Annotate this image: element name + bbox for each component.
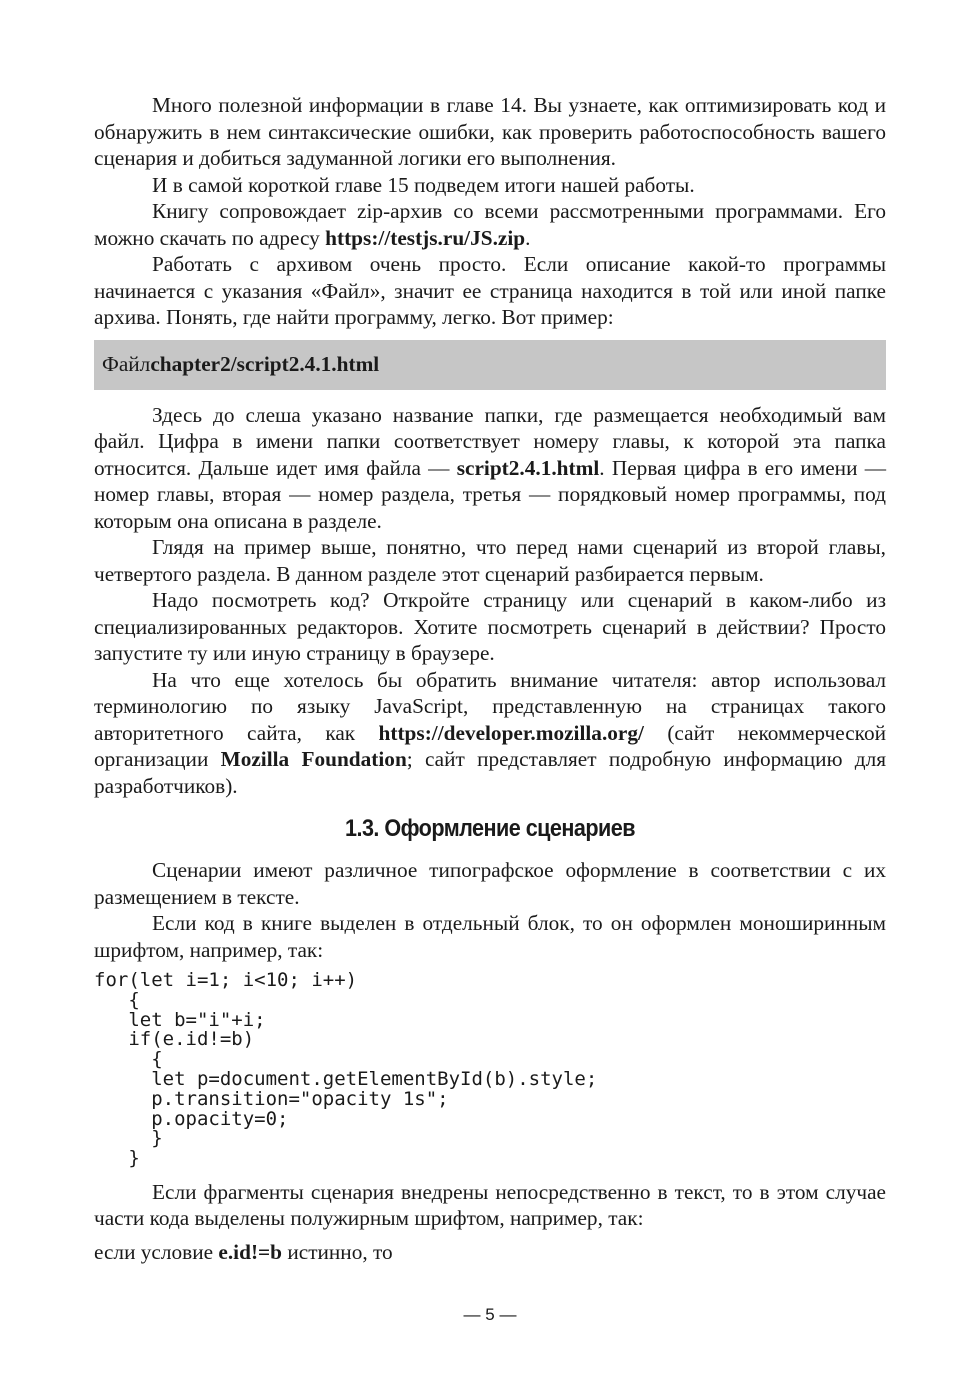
paragraph: [94, 251, 886, 331]
paragraph: [94, 667, 886, 800]
text-run: Работать с архивом очень просто. Если описание какой-то программы начинается с указания «Файл», значит ее страница находится в той или иной папке архива. Понять, где найти программу, легко. Вот пример:: [94, 252, 886, 329]
example-after: истинно, то: [282, 1239, 393, 1264]
text-run: Здесь до слеша указано название папки, где размещается необходимый вам файл. Цифра в имени папки соответствует номеру главы, к которой эта папка относится. Дальше идет имя файла —: [94, 402, 886, 480]
paragraph: [94, 587, 886, 667]
inline-code-example: [94, 1239, 886, 1266]
page-number: — 5 —: [463, 1305, 517, 1324]
text-run: .: [525, 225, 531, 250]
text-run: И в самой короткой главе 15 подведем итоги нашей работы.: [152, 172, 695, 197]
bold-text: Mozilla Foundation: [220, 747, 407, 771]
explanation-text: [94, 402, 886, 800]
example-before: если условие: [94, 1239, 219, 1264]
file-reference-bar: [94, 340, 886, 390]
text-run: Надо посмотреть код? Откройте страницу или сценарий в каком-либо из специализированных редакторов. Хотите посмотреть сценарий в действии? Просто запустите ту или иную страницу в браузере.: [94, 588, 886, 665]
bold-text: https://developer.mozilla.org/: [378, 720, 644, 745]
paragraph: [94, 857, 886, 910]
code-block: for(let i=1; i<10; i++) { let b="i"+i; if(e.id!=b) { let p=document.getElementById(b).style; p.transition="opacity 1s"; p.opacity=0; } }: [94, 969, 598, 1170]
section-heading: 1.3. Оформление сценариев: [345, 815, 635, 842]
paragraph: [94, 92, 886, 172]
file-path: chapter2/script2.4.1.html: [150, 352, 380, 376]
text-run: Если фрагменты сценария внедрены непосредственно в текст, то в этом случае части кода выделены полужирным шрифтом, например, так:: [94, 1179, 886, 1231]
text-run: (сайт некоммерческой организации: [94, 720, 886, 771]
paragraph: [94, 172, 886, 199]
section-text: [94, 857, 886, 963]
text-run: Книгу сопровождает zip-архив со всеми рассмотренными программами. Его можно скачать по адресу: [94, 199, 886, 250]
paragraph: [94, 198, 886, 251]
text-run: ; сайт представляет подробную информацию для разработчиков).: [94, 747, 886, 798]
paragraph: [94, 1179, 886, 1232]
text-run: Глядя на пример выше, понятно, что перед нами сценарий из второй главы, четвертого раздела. В данном разделе этот сценарий разбирается первым.: [94, 535, 886, 586]
paragraph: [94, 534, 886, 587]
intro-text: [94, 92, 886, 331]
paragraph: [94, 910, 886, 963]
text-run: Сценарии имеют различное типографское оформление в соответствии с их размещением в тексте.: [94, 858, 886, 909]
closing-text: [94, 1179, 886, 1232]
file-label: Файл: [102, 352, 151, 376]
bold-text: script2.4.1.html: [456, 455, 600, 480]
page-body: [94, 92, 886, 1265]
bold-text: https://testjs.ru/JS.zip: [325, 225, 526, 250]
paragraph: [94, 402, 886, 535]
text-run: Если код в книге выделен в отдельный блок, то он оформлен моноширинным шрифтом, например, так:: [94, 911, 886, 962]
text-run: На что еще хотелось бы обратить внимание читателя: автор использовал терминологию по языку JavaScript, представленную на страницах такого авторитетного сайта, как: [94, 667, 886, 745]
example-code: e.id!=b: [218, 1239, 283, 1264]
text-run: Много полезной информации в главе 14. Вы узнаете, как оптимизировать код и обнаружить в нем синтаксические ошибки, как проверить работоспособность вашего сценария и добиться задуманной логики его выполнения.: [94, 93, 886, 170]
text-run: . Первая цифра в его имени — номер главы, вторая — номер раздела, третья — порядковый номер программы, под которым она описана в разделе.: [94, 455, 887, 533]
